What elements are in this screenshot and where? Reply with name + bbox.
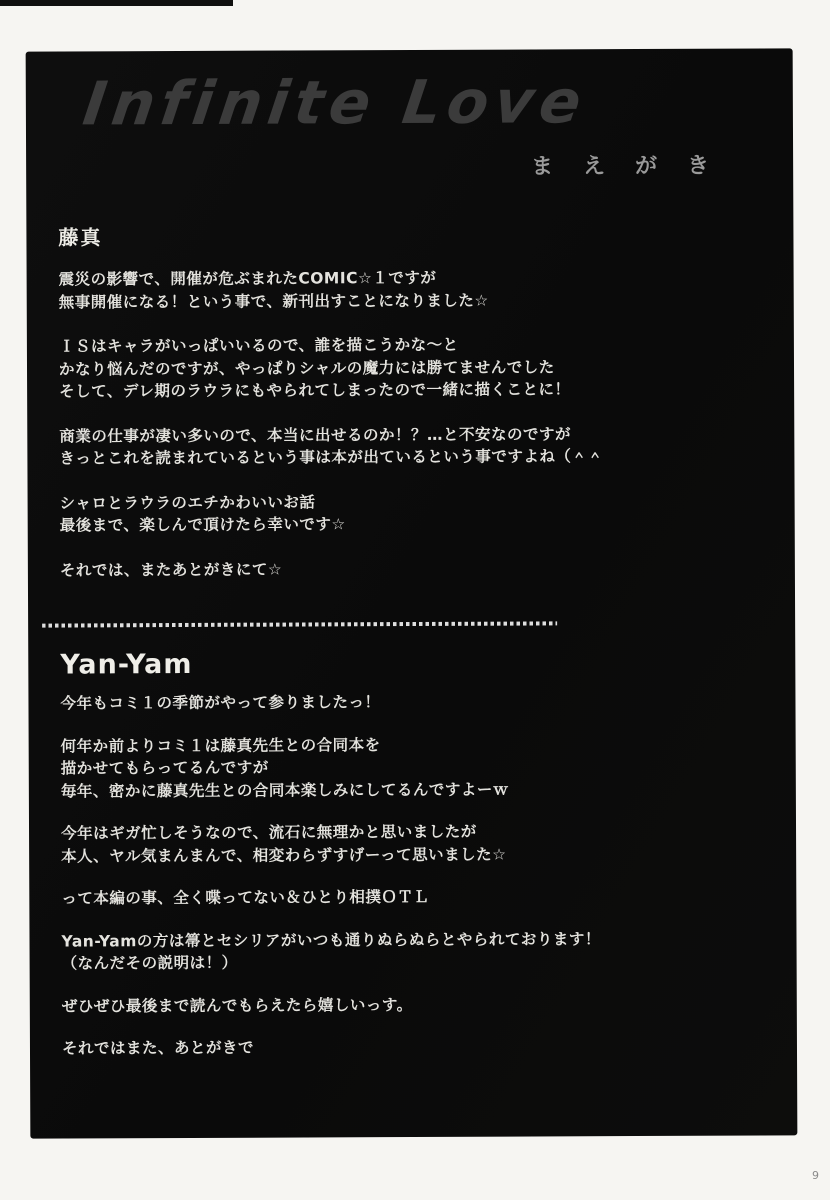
text-line: 何年か前よりコミ１は藤真先生との合同本を — [60, 735, 381, 756]
fujima-paragraphs — [59, 265, 759, 581]
subtitle-maegaki: まえがき — [531, 153, 740, 180]
section-yanyam — [60, 646, 761, 1060]
text-line: 今年もコミ１の季節がやって参りましたっ！ — [60, 693, 381, 713]
text-line: シャロとラウラのエチかわいいお話 — [59, 492, 316, 513]
text-line: （なんだその説明は！） — [61, 953, 238, 973]
foreword-content — [58, 218, 761, 1060]
text-line: 無事開催になる！という事で、新刊出すことになりました☆ — [58, 291, 489, 312]
author-heading-fujima: 藤真 — [58, 225, 103, 250]
paragraph — [61, 927, 760, 975]
text-line: 毎年、密かに藤真先生との合同本楽しみにしてるんですよーｗ — [60, 780, 509, 801]
yanyam-paragraphs — [60, 689, 761, 1060]
text-line: 震災の影響で、開催が危ぶまれたCOMIC☆１ですが — [58, 268, 437, 289]
text-line: かなり悩んだのですが、やっぱりシャルの魔力には勝てませんでした — [58, 357, 555, 379]
paragraph — [61, 884, 760, 910]
text-line: 描かせてもらってるんですが — [60, 758, 269, 778]
dotted-divider — [42, 621, 557, 627]
text-line: ぜひぜひ最後まで読んでもらえたら嬉しいっす。 — [61, 995, 413, 1016]
text-line: 商業の仕事が凄い多いので、本当に出せるのか！？…と不安なのですが — [59, 424, 572, 446]
paragraph — [61, 819, 760, 867]
text-line: きっとこれを読まれているという事は本が出ているという事ですよね（＾＾ — [59, 447, 604, 468]
scan-edge-artifact — [0, 0, 233, 6]
text-line: って本編の事、全く喋ってない＆ひとり相撲ＯＴＬ — [61, 887, 430, 908]
doujin-foreword-page — [26, 48, 798, 1138]
author-heading-yanyam: Yan-Yam — [60, 648, 193, 681]
paragraph — [60, 689, 759, 715]
text-line: そして、デレ期のラウラにもやられてしまったので一緒に描くことに！ — [59, 380, 571, 401]
paragraph — [62, 1034, 761, 1060]
text-line: 今年はギガ忙しそうなので、流石に無理かと思いましたが — [61, 822, 477, 843]
text-line: Yan-Yamの方は箒とセシリアがいつも通りぬらぬらとやられております！ — [61, 929, 601, 951]
text-line: それではまた、あとがきで — [61, 1038, 255, 1058]
paragraph — [62, 992, 761, 1018]
paragraph — [59, 422, 758, 470]
paragraph — [60, 489, 759, 537]
text-line: 本人、ヤル気まんまんで、相変わらずすげーって思いました☆ — [61, 845, 507, 866]
text-line: 最後まで、楽しんで頂けたら幸いです☆ — [59, 515, 346, 535]
paragraph — [59, 332, 758, 403]
page-number: 9 — [812, 1169, 819, 1182]
text-line: ＩＳはキャラがいっぱいいるので、誰を描こうかな～と — [58, 335, 459, 356]
title-logo: Infinite Love — [79, 67, 592, 140]
paragraph — [61, 732, 760, 803]
paragraph — [59, 265, 758, 313]
section-fujima — [58, 218, 759, 581]
paragraph — [60, 556, 759, 582]
text-line: それでは、またあとがきにて☆ — [59, 560, 283, 580]
